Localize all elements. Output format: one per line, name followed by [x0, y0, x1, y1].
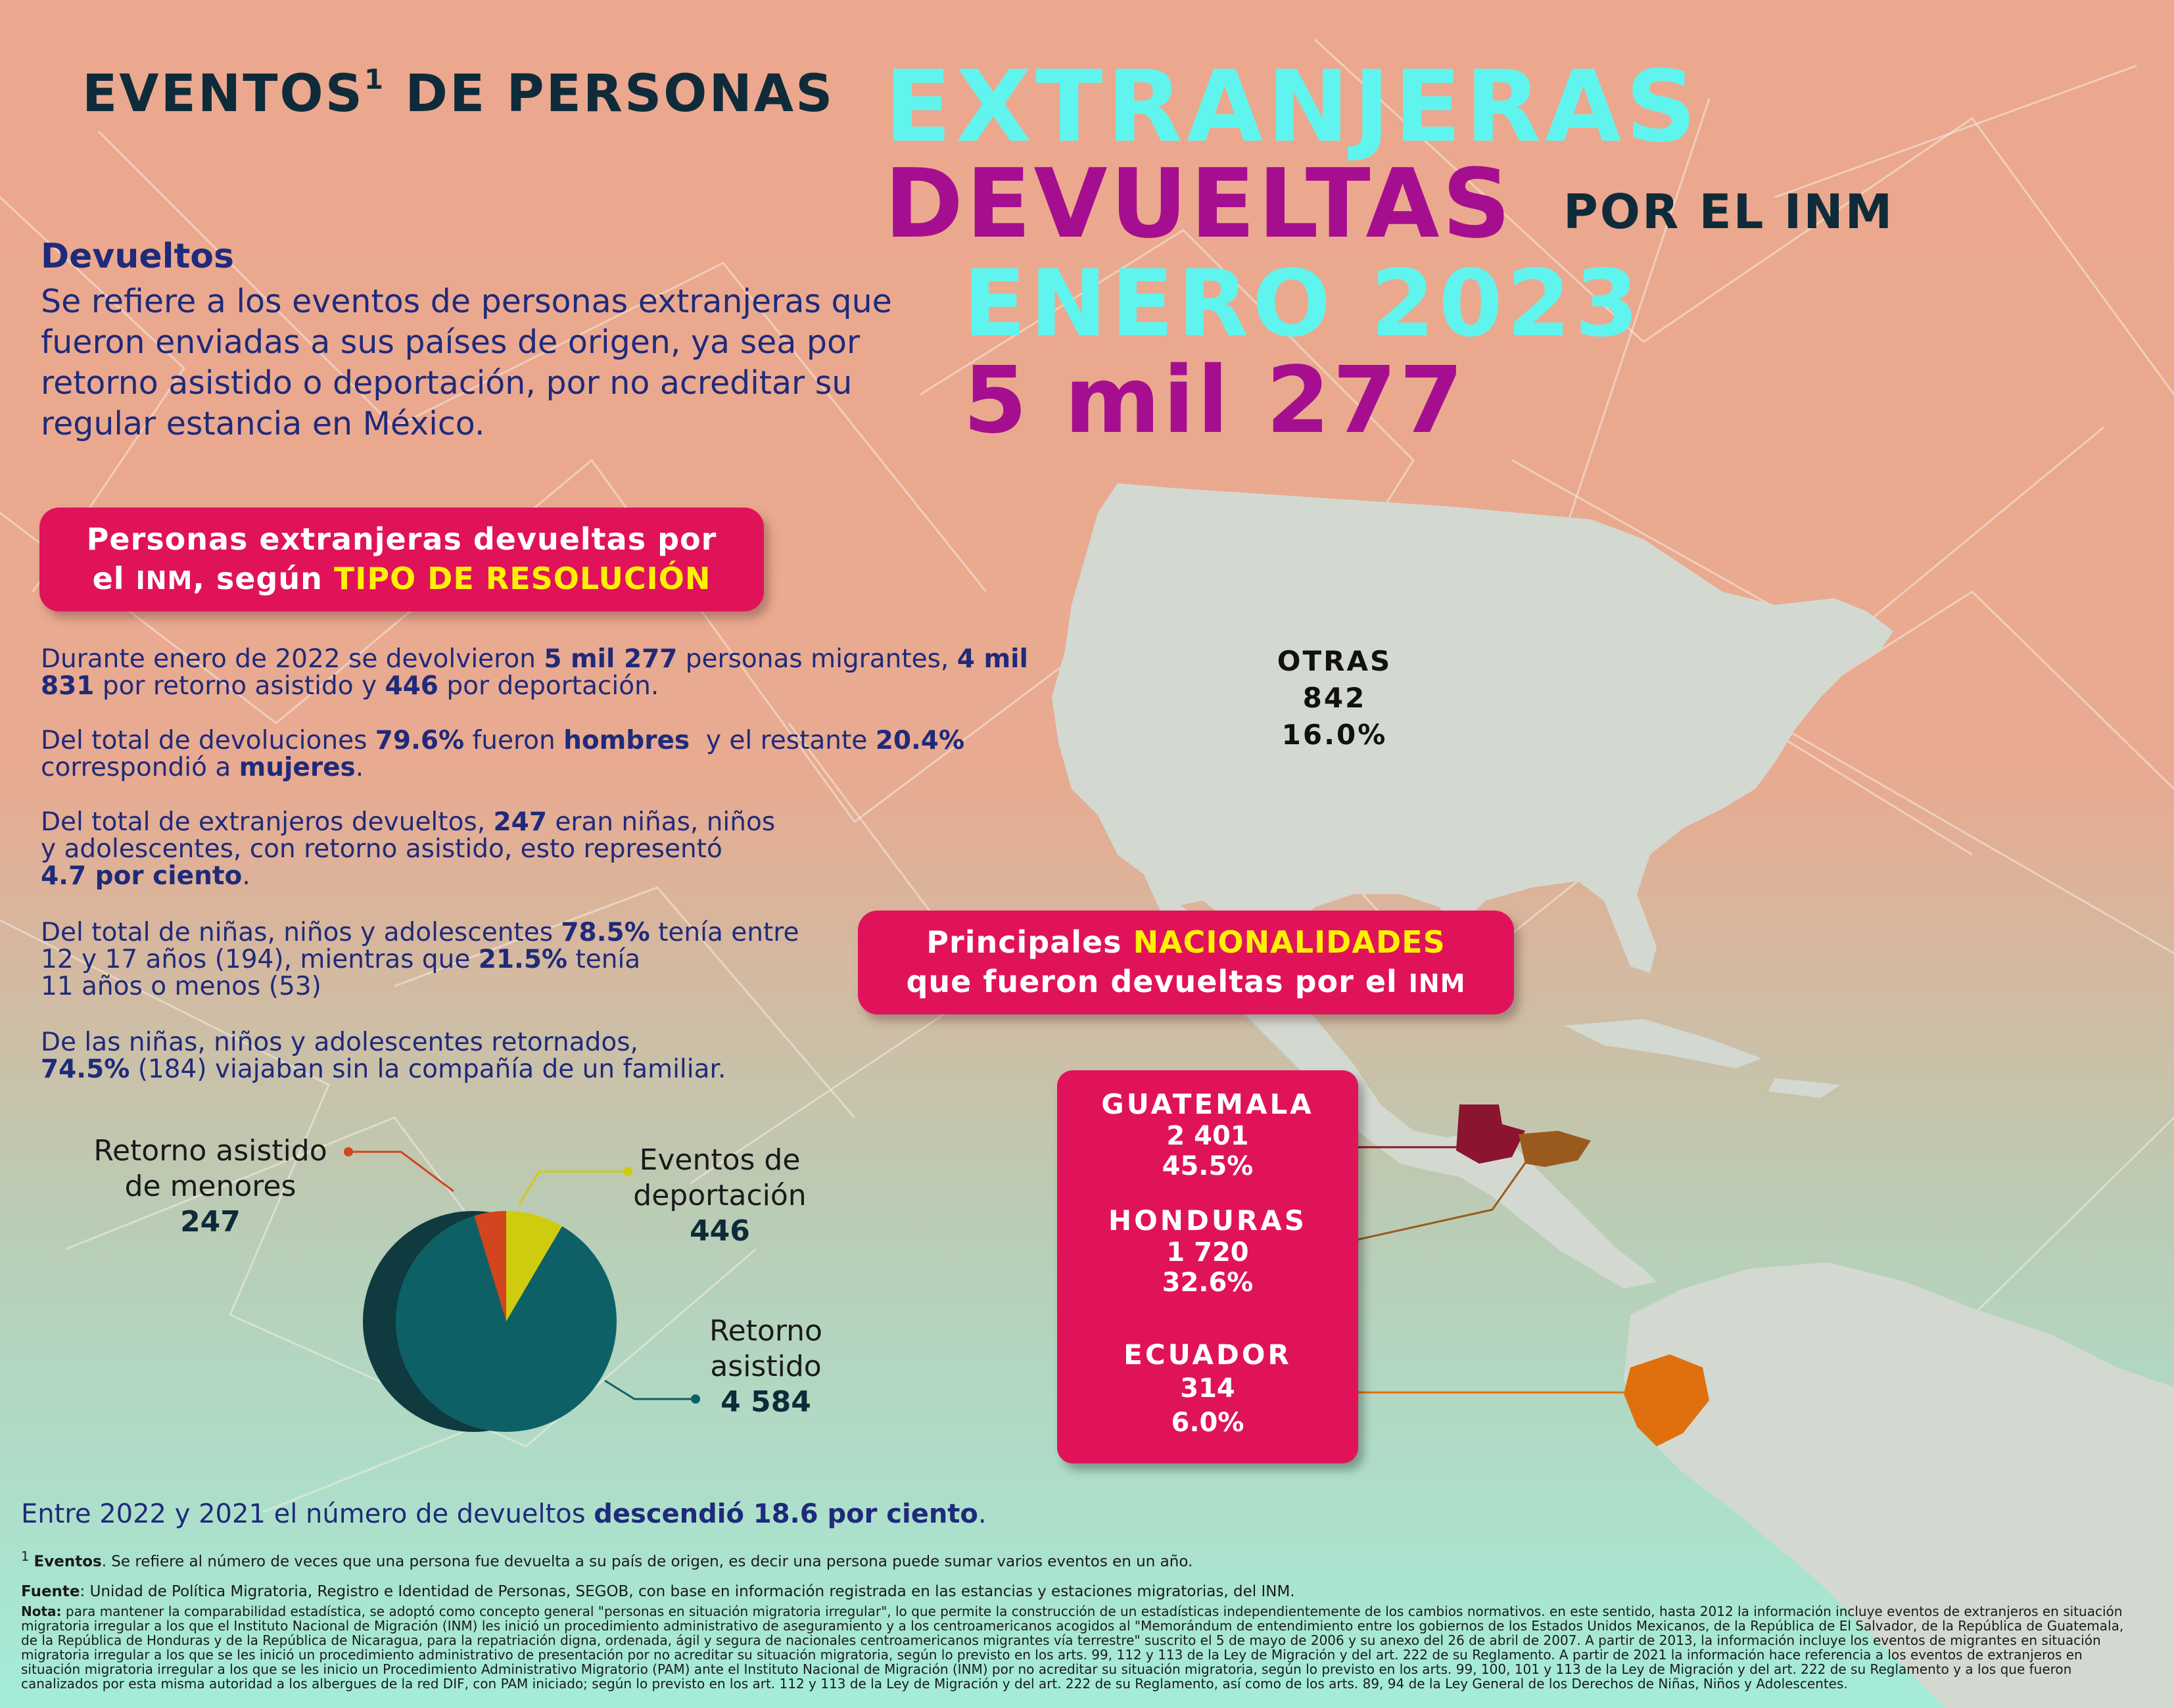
footnote-note: Nota: para mantener la comparabilidad estadística, se adoptó como concepto general "personas en situación migratoria irregular", lo que permite la construcción de un estadísticas independientemente de los cambios normativos. en este sentido, hasta 2012 la información incluye eventos de extranjeros en situación migratoria irregular a los que el Instituto Nacional de Migración (INM) les inició un procedimiento administrativo de aseguramiento y a los centroamericanos acogidos al "Memorándum de entendimiento entre los gobiernos de los Estados Unidos Mexicanos, de la República de El Salvador, de la República de Guatemala, de la República de Honduras y de la República de Nicaragua, para la repatriación digna, ordenada, ágil y segura de nacionales centroamericanos migrantes vía terrestre" suscrito el 5 de mayo de 2006 y su anexo del 26 de abril de 2007. A partir de 2013, la información incluye los eventos de migrantes en situación migratoria irregular a los que se les inició un procedimiento administrativo de presentación por no acreditar su situación migratoria, según lo previsto en los arts. 99, 112 y 113 de la Ley de Migración y del art. 222 de su Reglamento. A partir de 2021 la información hace referencia a los eventos de extranjeros en situación migratoria irregular a los que se les inicio un Procedimiento Administrativo Migratorio (PAM) ante el Instituto Nacional de Migración (INM) por no acreditar su situación migratoria, según lo previsto en los arts. 99, 100, 101 y 113 de la Ley de Migración y del art. 222 de su Reglamento y a los que fueron canalizados por esta misma autoridad a los albergues de la red DIF, con PAM iniciado; según lo previsto en los art. 112 y 113 de la Ley de Migración y del art. 222 de su Reglamento, así como de los arts. 89, 94 de la Ley General de los Derechos de Niñas, Niños y Adolescentes. [21, 1603, 2124, 1692]
header-line-3-suffix: POR EL INM [1563, 184, 1895, 239]
trend-statement: Entre 2022 y 2021 el número de devueltos descendió 18.6 por ciento. [21, 1499, 987, 1529]
stat-paragraph-total: Durante enero de 2022 se devolvieron 5 mil 277 personas migrantes, 4 mil 831 por retorno asistido y 446 por deportación. [41, 644, 1028, 701]
pie-slices [396, 1211, 617, 1432]
stat-paragraph-gender: Del total de devoluciones 79.6% fueron hombres y el restante 20.4% correspondió a mujeres. [41, 726, 965, 782]
definition-body: Se refiere a los eventos de personas extranjeras que fueron enviadas a sus países de origen, ya sea por retorno asistido o deportación, por no acreditar su regular estancia en México. [41, 283, 892, 442]
header-total: 5 mil 277 [963, 347, 1466, 454]
footnote-source: Fuente: Unidad de Política Migratoria, Registro e Identidad de Personas, SEGOB, con base en información registrada en las estancias y estaciones migratorias, del INM. [21, 1583, 1295, 1600]
resolution-banner: Personas extranjeras devueltas por el INM, según TIPO DE RESOLUCIÓN [39, 508, 764, 611]
pie-label-deportacion: Eventos de deportación 446 [633, 1143, 807, 1248]
pie-label-retorno: Retorno asistido 4 584 [709, 1314, 822, 1419]
pie-chart [342, 1170, 644, 1446]
country-ecuador: ECUADOR 314 6.0% [1123, 1339, 1292, 1438]
header-line-1: EVENTOS$^1$ DE PERSONAS [82, 63, 835, 124]
otras-label: OTRAS 842 16.0% [1277, 645, 1392, 751]
header-period: ENERO 2023 [963, 250, 1643, 358]
country-honduras: HONDURAS 1 720 32.6% [1108, 1204, 1308, 1298]
stat-paragraph-unaccompanied: De las niñas, niños y adolescentes retornados, 74.5% (184) viajaban sin la compañía de un familiar. [41, 1028, 726, 1084]
country-guatemala: GUATEMALA 2 401 45.5% [1101, 1088, 1314, 1181]
stat-paragraph-minors: Del total de extranjeros devueltos, 247 eran niñas, niños y adolescentes, con retorno asistido, esto representó 4.7 por ciento. [41, 807, 776, 891]
nationalities-banner: Principales NACIONALIDADES que fueron devueltas por el INM [858, 911, 1514, 1014]
pie-label-menores: Retorno asistido de menores 247 [93, 1134, 327, 1239]
footnote-events: $^1$ Eventos. Se refiere al número de veces que una persona fue devuelta a su país de origen, es decir una persona puede sumar varios eventos en un año. [21, 1549, 1193, 1571]
stat-paragraph-ages: Del total de niñas, niños y adolescentes 78.5% tenía entre 12 y 17 años (194), mientras que 21.5% tenía 11 años o menos (53) [41, 918, 799, 1001]
definition-title: Devueltos [41, 237, 234, 276]
header-line-2: EXTRANJERAS [884, 50, 1701, 164]
header-line-3: DEVUELTAS [884, 149, 1514, 260]
